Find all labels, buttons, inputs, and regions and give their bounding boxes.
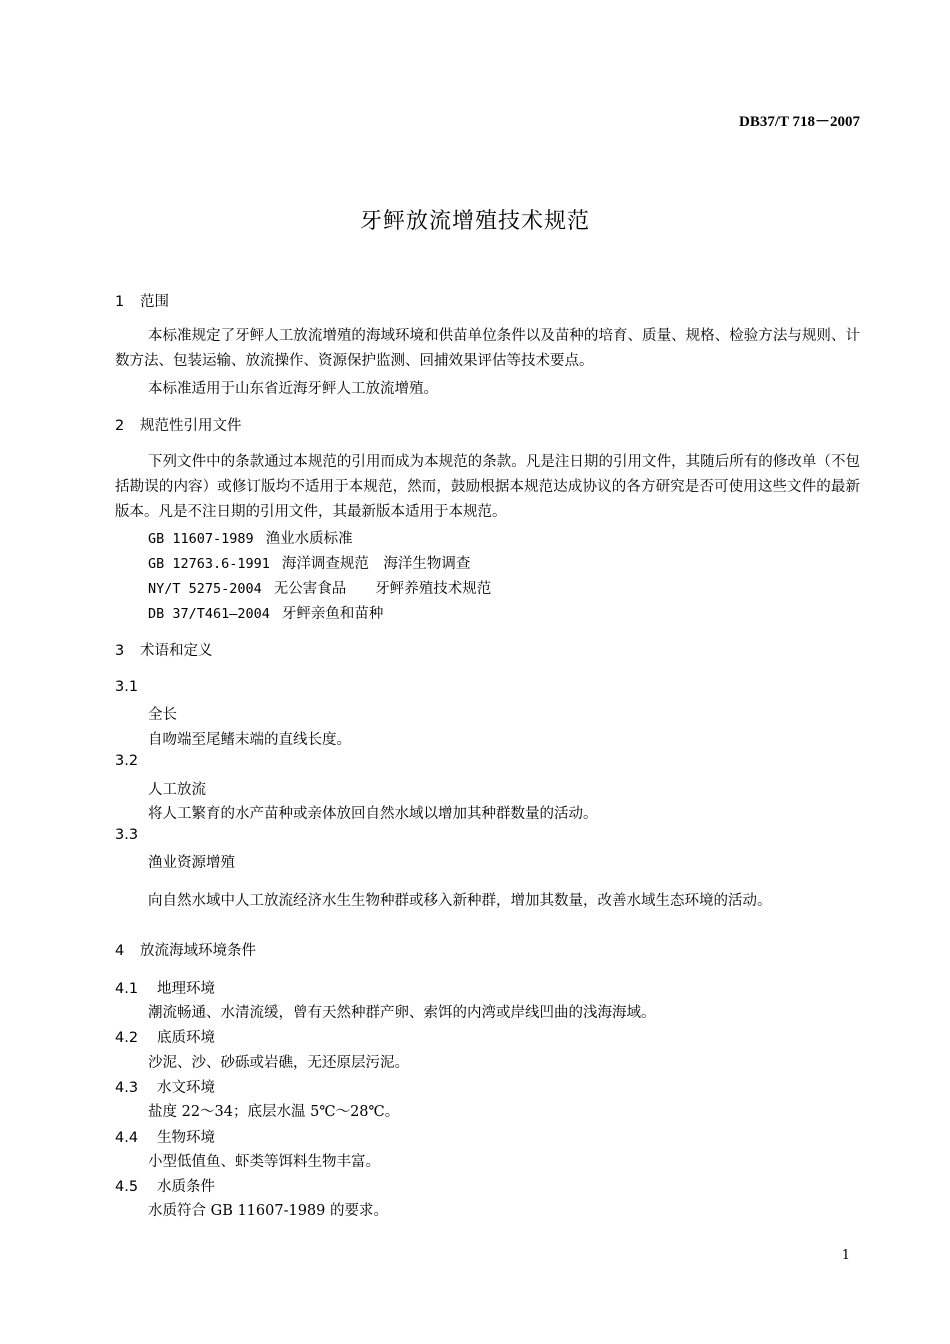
subsection-text: 沙泥、沙、砂砾或岩礁，无还原层污泥。 bbox=[148, 1055, 409, 1071]
reference-title: 海洋调查规范 海洋生物调查 bbox=[281, 556, 471, 572]
term-definition: 自吻端至尾鳍末端的直线长度。 bbox=[148, 732, 351, 748]
document-title: 牙鲆放流增殖技术规范 bbox=[359, 209, 590, 234]
subsection-text: 盐度 22～34；底层水温 5℃～28℃。 bbox=[148, 1104, 400, 1120]
section-1-paragraph-2: 本标准适用于山东省近海牙鲆人工放流增殖。 bbox=[148, 381, 438, 397]
section-1-heading bbox=[115, 290, 169, 311]
subsection-number: 4.5 bbox=[115, 1179, 139, 1195]
term-number: 3.3 bbox=[115, 827, 139, 843]
subsection-title: 水质条件 bbox=[157, 1179, 215, 1195]
term-name: 渔业资源增殖 bbox=[148, 855, 235, 871]
section-number: 3 bbox=[115, 643, 125, 659]
reference-item bbox=[148, 552, 470, 573]
section-1-paragraph-1: 本标准规定了牙鲆人工放流增殖的海域环境和供苗单位条件以及苗种的培育、质量、规格、检验方法与规则、计数方法、包装运输、放流操作、资源保护监测、回捕效果评估等技术要点。 bbox=[115, 328, 860, 369]
reference-title: 无公害食品 牙鲆养殖技术规范 bbox=[273, 581, 492, 597]
section-4-heading bbox=[115, 939, 256, 960]
section-number: 1 bbox=[115, 294, 125, 310]
reference-code: DB 37/T461—2004 bbox=[148, 606, 270, 622]
section-title: 术语和定义 bbox=[140, 643, 213, 659]
reference-item bbox=[148, 602, 383, 623]
subsection-heading bbox=[115, 1175, 215, 1196]
term-number: 3.1 bbox=[115, 679, 139, 695]
section-2-heading bbox=[115, 414, 242, 435]
subsection-title: 地理环境 bbox=[157, 981, 215, 997]
page-number: 1 bbox=[841, 1248, 850, 1263]
reference-title: 渔业水质标准 bbox=[265, 531, 353, 547]
subsection-heading bbox=[115, 1076, 215, 1097]
reference-code: NY/T 5275-2004 bbox=[148, 581, 262, 597]
subsection-title: 底质环境 bbox=[157, 1030, 215, 1046]
section-title: 规范性引用文件 bbox=[140, 418, 242, 434]
subsection-number: 4.4 bbox=[115, 1130, 139, 1146]
section-number: 2 bbox=[115, 418, 125, 434]
subsection-text: 潮流畅通、水清流缓，曾有天然种群产卵、索饵的内湾或岸线凹曲的浅海海域。 bbox=[148, 1005, 656, 1021]
subsection-heading bbox=[115, 1026, 215, 1047]
section-3-heading bbox=[115, 639, 213, 660]
subsection-heading bbox=[115, 1126, 215, 1147]
section-2-paragraph-1: 下列文件中的条款通过本规范的引用而成为本规范的条款。凡是注日期的引用文件，其随后所有的修改单（不包括勘误的内容）或修订版均不适用于本规范，然而，鼓励根据本规范达成协议的各方研究是否可使用这些文件的最新版本。凡是不注日期的引用文件，其最新版本适用于本规范。 bbox=[115, 454, 860, 520]
subsection-number: 4.2 bbox=[115, 1030, 139, 1046]
subsection-number: 4.1 bbox=[115, 981, 139, 997]
reference-code: GB 12763.6-1991 bbox=[148, 556, 270, 572]
subsection-heading bbox=[115, 977, 215, 998]
reference-item bbox=[148, 577, 491, 598]
subsection-text: 水质符合 GB 11607-1989 的要求。 bbox=[148, 1203, 388, 1219]
reference-title: 牙鲆亲鱼和苗种 bbox=[281, 606, 384, 622]
section-number: 4 bbox=[115, 943, 125, 959]
subsection-text: 小型低值鱼、虾类等饵料生物丰富。 bbox=[148, 1154, 380, 1170]
subsection-title: 水文环境 bbox=[157, 1080, 215, 1096]
section-title: 范围 bbox=[140, 294, 169, 310]
subsection-title: 生物环境 bbox=[157, 1130, 215, 1146]
term-definition: 将人工繁育的水产苗种或亲体放回自然水域以增加其种群数量的活动。 bbox=[148, 806, 598, 822]
subsection-number: 4.3 bbox=[115, 1080, 139, 1096]
reference-item bbox=[148, 527, 353, 548]
term-definition: 向自然水域中人工放流经济水生生物种群或移入新种群，增加其数量，改善水域生态环境的活动。 bbox=[148, 893, 772, 909]
term-number: 3.2 bbox=[115, 753, 139, 769]
term-name: 人工放流 bbox=[148, 782, 206, 798]
reference-code: GB 11607-1989 bbox=[148, 531, 254, 547]
term-name: 全长 bbox=[148, 707, 177, 723]
document-code: DB37/T 718－2007 bbox=[739, 114, 860, 130]
section-title: 放流海域环境条件 bbox=[140, 943, 256, 959]
